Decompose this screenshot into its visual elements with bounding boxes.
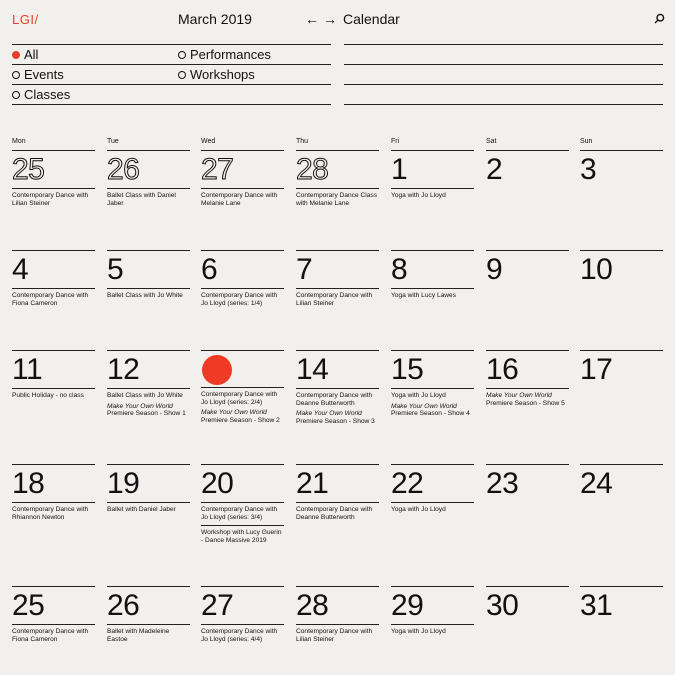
- divider: [486, 464, 569, 465]
- event-item[interactable]: [391, 292, 474, 300]
- filter-performances[interactable]: [178, 47, 271, 62]
- event-item[interactable]: [12, 192, 95, 207]
- divider: [201, 350, 284, 351]
- day-number: 27: [201, 153, 234, 186]
- next-month-arrow-icon[interactable]: →: [323, 11, 337, 27]
- divider: [201, 188, 284, 189]
- event-item[interactable]: [391, 506, 474, 514]
- day-cell[interactable]: [580, 350, 663, 386]
- day-cell[interactable]: [486, 464, 569, 500]
- divider: [391, 150, 474, 151]
- event-label: Yoga with Jo Lloyd: [391, 192, 446, 199]
- day-cell[interactable]: [107, 250, 190, 300]
- day-cell[interactable]: [296, 586, 379, 643]
- day-number: 26: [107, 153, 140, 186]
- day-number: 26: [107, 589, 140, 622]
- divider: [486, 388, 569, 389]
- filter-label: Workshops: [190, 67, 255, 82]
- divider: [296, 464, 379, 465]
- day-cell[interactable]: [12, 464, 95, 521]
- event-label: Ballet Class with Jo White: [107, 392, 183, 399]
- divider: [580, 350, 663, 351]
- radio-icon: [12, 71, 20, 79]
- event-label: Contemporary Dance with Lilian Steiner: [12, 192, 89, 207]
- day-number: 14: [296, 353, 329, 386]
- day-number: 31: [580, 589, 613, 622]
- event-label: Contemporary Dance with Melanie Lane: [201, 192, 278, 207]
- day-cell[interactable]: [12, 586, 95, 643]
- divider: [12, 188, 95, 189]
- event-item[interactable]: [391, 392, 474, 400]
- day-cell[interactable]: [486, 350, 569, 407]
- day-number: 17: [580, 353, 613, 386]
- divider: [201, 387, 284, 388]
- day-cell[interactable]: [486, 250, 569, 286]
- divider: [12, 64, 331, 65]
- divider: [107, 250, 190, 251]
- event-item[interactable]: [201, 292, 284, 307]
- event-label: Workshop with Lucy Guerin - Dance Massive 2019: [201, 529, 282, 544]
- day-cell[interactable]: [201, 350, 284, 424]
- event-label: Premiere Season - Show 5: [486, 399, 565, 407]
- event-label: Yoga with Jo Lloyd: [391, 506, 446, 513]
- divider: [580, 250, 663, 251]
- today-marker-icon: [202, 355, 232, 385]
- event-title: Make Your Own World: [296, 410, 362, 418]
- divider: [580, 464, 663, 465]
- day-cell[interactable]: [391, 350, 474, 418]
- event-title: Make Your Own World: [107, 402, 173, 410]
- divider: [201, 586, 284, 587]
- event-item[interactable]: [107, 403, 190, 418]
- divider: [391, 624, 474, 625]
- divider: [296, 388, 379, 389]
- divider: [12, 502, 95, 503]
- day-cell[interactable]: [486, 586, 569, 622]
- divider: [296, 188, 379, 189]
- filter-all[interactable]: [12, 47, 38, 62]
- divider: [12, 150, 95, 151]
- divider: [391, 350, 474, 351]
- event-item[interactable]: [201, 192, 284, 207]
- day-number: 16: [486, 353, 519, 386]
- radio-icon: [178, 51, 186, 59]
- day-number: 12: [107, 353, 140, 386]
- event-label: Contemporary Dance with Jo Lloyd (series: 3/4): [201, 506, 278, 521]
- event-label: Premiere Season - Show 2: [201, 416, 280, 424]
- event-label: Contemporary Dance with Fiona Cameron: [12, 628, 89, 643]
- day-cell[interactable]: [296, 350, 379, 425]
- event-item[interactable]: [12, 628, 95, 643]
- event-item[interactable]: [107, 292, 190, 300]
- day-cell[interactable]: [486, 150, 569, 186]
- event-label: Contemporary Dance with Lilian Steiner: [296, 628, 373, 643]
- divider: [391, 464, 474, 465]
- day-number: 8: [391, 253, 408, 286]
- day-cell[interactable]: [391, 586, 474, 636]
- day-number: 2: [486, 153, 503, 186]
- event-item[interactable]: [391, 628, 474, 636]
- divider: [12, 464, 95, 465]
- event-item[interactable]: [296, 506, 379, 521]
- weekday-fri: Fri: [391, 138, 400, 145]
- event-item[interactable]: [12, 506, 95, 521]
- current-month: March 2019: [178, 11, 252, 27]
- day-cell[interactable]: [391, 250, 474, 300]
- day-number: 9: [486, 253, 503, 286]
- divider: [296, 624, 379, 625]
- divider: [344, 44, 663, 45]
- day-number: 22: [391, 467, 424, 500]
- day-number: 25: [12, 589, 45, 622]
- event-label: Yoga with Jo Lloyd: [391, 392, 446, 399]
- event-label: Contemporary Dance with Deanne Butterworth: [296, 392, 373, 407]
- day-cell[interactable]: [580, 150, 663, 186]
- day-number: 4: [12, 253, 29, 286]
- event-label: Ballet Class with Daniel Jaber: [107, 192, 176, 207]
- divider: [107, 350, 190, 351]
- divider: [201, 624, 284, 625]
- day-number: 24: [580, 467, 613, 500]
- event-label: Yoga with Jo Lloyd: [391, 628, 446, 635]
- day-cell[interactable]: [107, 586, 190, 643]
- event-item[interactable]: [486, 392, 569, 407]
- day-number: 28: [296, 589, 329, 622]
- divider: [580, 150, 663, 151]
- day-cell[interactable]: [296, 150, 379, 207]
- divider: [107, 188, 190, 189]
- divider: [107, 150, 190, 151]
- divider: [12, 288, 95, 289]
- day-cell[interactable]: [12, 150, 95, 207]
- filter-workshops[interactable]: [178, 67, 255, 82]
- filter-label: Classes: [24, 87, 71, 102]
- divider: [391, 586, 474, 587]
- event-title: Make Your Own World: [391, 402, 457, 410]
- filter-label: Events: [24, 67, 64, 82]
- day-cell[interactable]: [107, 464, 190, 514]
- event-item[interactable]: [296, 628, 379, 643]
- event-item[interactable]: [201, 525, 284, 544]
- event-item[interactable]: [296, 392, 379, 407]
- day-number: 20: [201, 467, 234, 500]
- event-item[interactable]: [391, 192, 474, 200]
- logo[interactable]: LGI/: [12, 12, 39, 27]
- event-title: Make Your Own World: [486, 392, 552, 399]
- filter-events[interactable]: [12, 67, 64, 82]
- day-cell[interactable]: [580, 250, 663, 286]
- divider: [12, 586, 95, 587]
- weekday-wed: Wed: [201, 138, 216, 145]
- page-title: Calendar: [343, 11, 400, 27]
- event-item[interactable]: [391, 403, 474, 418]
- divider: [12, 84, 331, 85]
- event-label: Contemporary Dance with Jo Lloyd (series: 2/4): [201, 391, 278, 406]
- day-number: 6: [201, 253, 218, 286]
- day-number: 7: [296, 253, 313, 286]
- divider: [107, 586, 190, 587]
- divider: [344, 64, 663, 65]
- day-cell[interactable]: [201, 586, 284, 643]
- event-label: Contemporary Dance with Fiona Cameron: [12, 292, 89, 307]
- divider: [12, 250, 95, 251]
- day-number: 21: [296, 467, 329, 500]
- filter-classes[interactable]: [12, 87, 70, 102]
- event-label: Ballet Class with Jo White: [107, 292, 183, 299]
- day-number: 1: [391, 153, 408, 186]
- day-cell[interactable]: [201, 250, 284, 307]
- day-cell[interactable]: [201, 150, 284, 207]
- event-item[interactable]: [12, 292, 95, 307]
- event-label: Contemporary Dance with Lilian Steiner: [296, 292, 373, 307]
- weekday-mon: Mon: [12, 138, 26, 145]
- day-cell[interactable]: [580, 464, 663, 500]
- divider: [296, 288, 379, 289]
- filter-label: All: [24, 47, 39, 62]
- day-cell[interactable]: [391, 150, 474, 200]
- day-cell[interactable]: [580, 586, 663, 622]
- day-number: 25: [12, 153, 45, 186]
- radio-selected-icon: [12, 51, 20, 59]
- event-item[interactable]: [201, 506, 284, 521]
- filter-label: Performances: [190, 47, 271, 62]
- event-label: Premiere Season - Show 3: [296, 417, 375, 425]
- event-label: Public Holiday - no class: [12, 392, 84, 399]
- event-item[interactable]: [201, 628, 284, 643]
- divider: [201, 502, 284, 503]
- divider: [486, 150, 569, 151]
- day-cell[interactable]: [201, 464, 284, 544]
- day-number: 11: [12, 353, 43, 386]
- day-cell[interactable]: [107, 350, 190, 418]
- divider: [12, 624, 95, 625]
- day-number: 23: [486, 467, 519, 500]
- divider: [107, 624, 190, 625]
- search-icon[interactable]: [654, 13, 665, 24]
- divider: [107, 464, 190, 465]
- day-number: 15: [391, 353, 424, 386]
- event-label: Premiere Season - Show 4: [391, 410, 470, 418]
- divider: [107, 502, 190, 503]
- day-number: 5: [107, 253, 124, 286]
- event-label: Contemporary Dance with Rhiannon Newton: [12, 506, 89, 521]
- event-item[interactable]: [107, 192, 190, 207]
- divider: [296, 350, 379, 351]
- day-number: 10: [580, 253, 613, 286]
- radio-icon: [178, 71, 186, 79]
- day-cell[interactable]: [12, 250, 95, 307]
- divider: [107, 388, 190, 389]
- divider: [391, 250, 474, 251]
- divider: [201, 250, 284, 251]
- weekday-tue: Tue: [107, 138, 119, 145]
- weekday-sun: Sun: [580, 138, 593, 145]
- divider: [296, 586, 379, 587]
- divider: [391, 388, 474, 389]
- day-number: 28: [296, 153, 329, 186]
- event-label: Contemporary Dance with Jo Lloyd (series: 1/4): [201, 292, 278, 307]
- event-label: Ballet with Madeleine Eastoe: [107, 628, 170, 643]
- day-number: 30: [486, 589, 519, 622]
- event-title: Make Your Own World: [201, 409, 267, 417]
- event-label: Premiere Season - Show 1: [107, 410, 186, 418]
- day-number: 18: [12, 467, 45, 500]
- divider: [296, 250, 379, 251]
- event-item[interactable]: [296, 410, 379, 425]
- divider: [344, 84, 663, 85]
- divider: [296, 150, 379, 151]
- day-cell[interactable]: [296, 464, 379, 521]
- divider: [12, 350, 95, 351]
- divider: [12, 104, 331, 105]
- divider: [391, 188, 474, 189]
- day-number: 3: [580, 153, 597, 186]
- event-item[interactable]: [107, 392, 190, 400]
- day-cell[interactable]: [12, 350, 95, 400]
- event-item[interactable]: [296, 192, 379, 207]
- day-cell[interactable]: [391, 464, 474, 514]
- event-item[interactable]: [296, 292, 379, 307]
- divider: [344, 104, 663, 105]
- day-number: 27: [201, 589, 234, 622]
- divider: [107, 288, 190, 289]
- day-cell[interactable]: [296, 250, 379, 307]
- day-cell[interactable]: [107, 150, 190, 207]
- event-item[interactable]: [201, 409, 284, 424]
- radio-icon: [12, 91, 20, 99]
- divider: [201, 288, 284, 289]
- month-nav: [305, 11, 341, 27]
- divider: [201, 150, 284, 151]
- event-label: Yoga with Lucy Lawes: [391, 292, 457, 299]
- weekday-sat: Sat: [486, 138, 497, 145]
- prev-month-arrow-icon[interactable]: ←: [305, 11, 319, 27]
- event-item[interactable]: [12, 392, 95, 400]
- event-label: Contemporary Dance Class with Melanie Lane: [296, 192, 377, 207]
- divider: [296, 502, 379, 503]
- event-label: Contemporary Dance with Deanne Butterworth: [296, 506, 373, 521]
- event-label: Contemporary Dance with Jo Lloyd (series: 4/4): [201, 628, 278, 643]
- divider: [391, 288, 474, 289]
- divider: [201, 464, 284, 465]
- divider: [486, 586, 569, 587]
- divider: [486, 350, 569, 351]
- day-number: 19: [107, 467, 140, 500]
- event-item[interactable]: [201, 391, 284, 406]
- divider: [580, 586, 663, 587]
- event-item[interactable]: [107, 628, 190, 643]
- day-number: 29: [391, 589, 424, 622]
- weekday-thu: Thu: [296, 138, 309, 145]
- divider: [391, 502, 474, 503]
- event-item[interactable]: [107, 506, 190, 514]
- divider: [12, 44, 331, 45]
- divider: [486, 250, 569, 251]
- event-label: Ballet with Daniel Jaber: [107, 506, 176, 513]
- divider: [12, 388, 95, 389]
